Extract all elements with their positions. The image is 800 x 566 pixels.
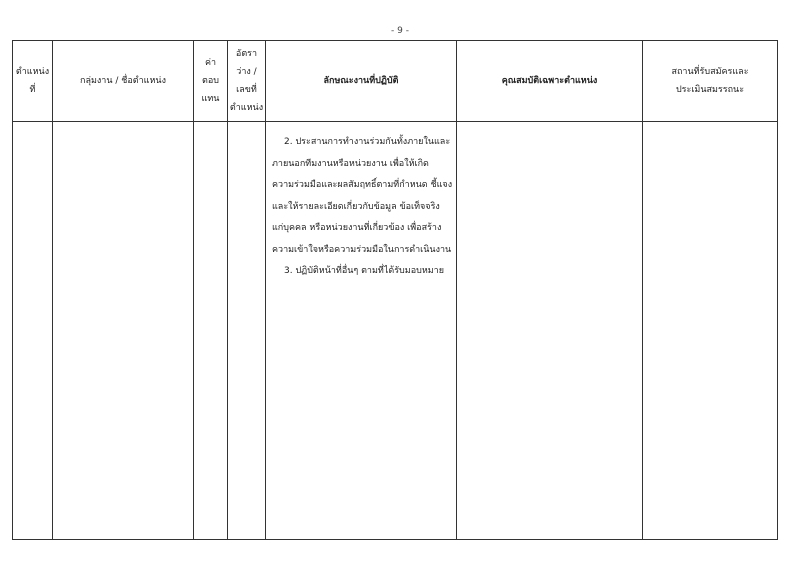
header-line: คุณสมบัติเฉพาะตำแหน่ง	[501, 76, 598, 86]
cell-duties	[266, 122, 457, 540]
header-line: ที่	[29, 85, 36, 95]
header-line: ประเมินสมรรถนะ	[675, 85, 745, 95]
duties-text	[266, 122, 456, 283]
header-line: เลขที่	[236, 85, 257, 95]
header-line: สถานที่รับสมัครและ	[671, 67, 749, 77]
duty-line: 3. ปฏิบัติหน้าที่อื่นๆ ตามที่ได้รับมอบหมาย	[284, 266, 445, 276]
cell-application-place	[643, 122, 778, 540]
header-line: ว่าง /	[236, 67, 257, 77]
header-position-number	[13, 41, 53, 122]
header-group-position	[53, 41, 194, 122]
cell-qualifications	[457, 122, 643, 540]
cell-vacancy	[228, 122, 266, 540]
header-application-place	[643, 41, 778, 122]
header-line: ตำแหน่ง	[15, 67, 50, 77]
duty-line: ภายนอกทีมงานหรือหน่วยงาน เพื่อให้เกิด	[272, 158, 429, 169]
header-duties	[266, 41, 457, 122]
cell-group-position	[53, 122, 194, 540]
duty-line: ความเข้าใจหรือความร่วมมือในการดำเนินงาน	[272, 244, 452, 255]
duty-line: แก่บุคคล หรือหน่วยงานที่เกี่ยวข้อง เพื่อสร้าง	[272, 223, 442, 233]
table-row	[13, 122, 778, 540]
position-table	[12, 40, 778, 540]
header-line: ตอบ	[202, 76, 219, 86]
header-line: กลุ่มงาน / ชื่อตำแหน่ง	[80, 76, 166, 86]
cell-compensation	[194, 122, 228, 540]
cell-position-number	[13, 122, 53, 540]
header-compensation	[194, 41, 228, 122]
header-line: ตำแหน่ง	[229, 103, 264, 113]
header-line: อัตรา	[235, 49, 258, 59]
duty-line: 2. ประสานการทำงานร่วมกันทั้งภายในและ	[284, 137, 451, 147]
page-number: - 9 -	[391, 26, 409, 36]
header-line: ลักษณะงานที่ปฏิบัติ	[323, 76, 399, 86]
header-line: แทน	[201, 94, 220, 104]
duty-line: ความร่วมมือและผลสัมฤทธิ์ตามที่กำหนด ชี้แจง	[272, 180, 453, 190]
table-header-row	[13, 41, 778, 122]
header-vacancy	[228, 41, 266, 122]
header-qualifications	[457, 41, 643, 122]
duty-line: และให้รายละเอียดเกี่ยวกับข้อมูล ข้อเท็จจริง	[272, 201, 440, 212]
header-line: ค่า	[204, 58, 217, 68]
